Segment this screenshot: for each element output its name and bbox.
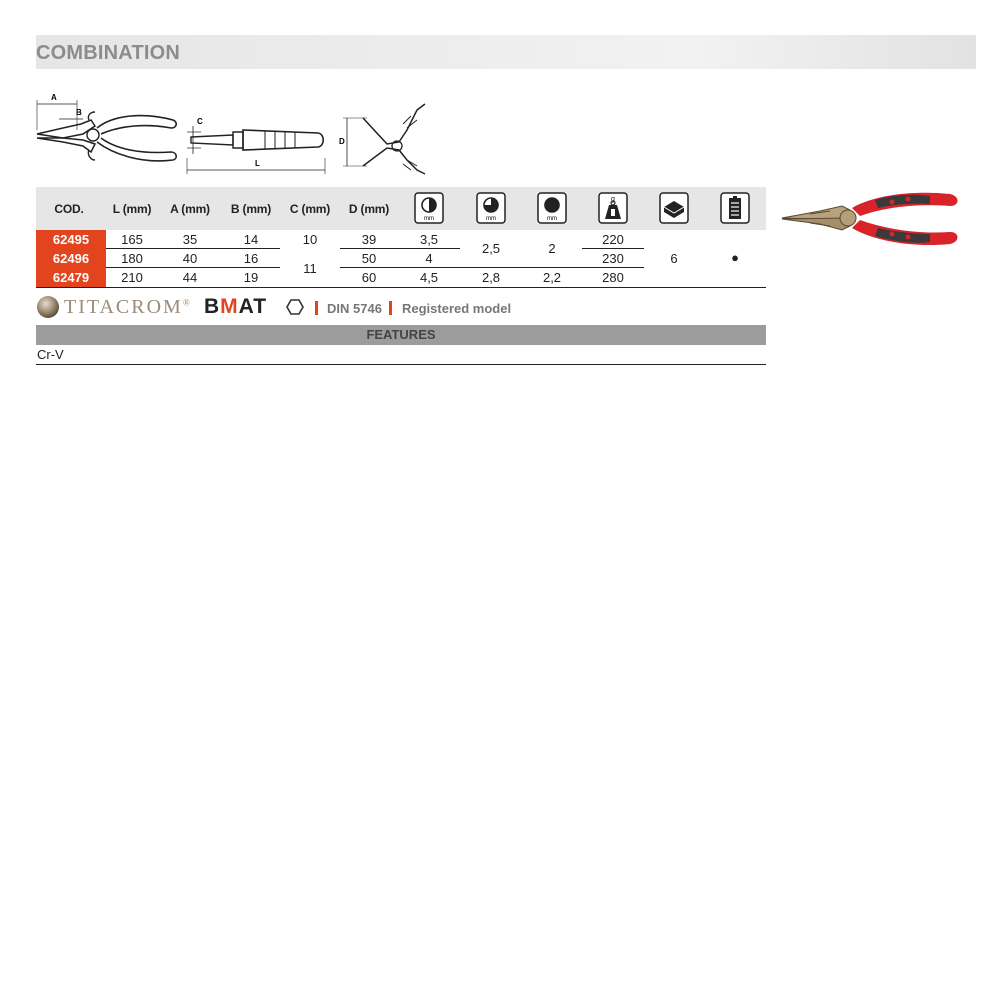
features-title: FEATURES	[366, 327, 436, 342]
three-quarter-circle-icon	[476, 192, 506, 224]
title-bar	[36, 35, 976, 69]
page-title: COMBINATION	[36, 42, 181, 64]
bmat-m: M	[220, 295, 239, 318]
separator	[315, 301, 318, 315]
din-standard: DIN 5746	[327, 301, 382, 316]
header-code: COD.	[54, 202, 84, 216]
cell-l: 180	[121, 251, 143, 266]
row-divider	[106, 267, 280, 268]
cell-hard-merged: 2	[548, 241, 556, 256]
header-l: L (mm)	[112, 202, 152, 216]
cell-display-merged: ●	[731, 250, 739, 265]
dim-label-a: A	[51, 93, 57, 102]
box-icon	[659, 192, 689, 224]
bmat-rest: AT	[238, 295, 268, 318]
cell-soft: 4	[425, 251, 433, 266]
header-b: B (mm)	[230, 202, 272, 216]
cell-box-merged: 6	[670, 251, 678, 266]
bmat-b: B	[204, 295, 221, 318]
row-divider	[340, 267, 644, 268]
cell-a: 35	[182, 232, 198, 247]
display-stand-icon	[720, 192, 750, 224]
cell-a: 40	[182, 251, 198, 266]
registered-mark: ®	[182, 297, 190, 308]
cell-a: 44	[182, 270, 198, 285]
open-jaw-diagram	[337, 100, 432, 175]
cell-c-merged: 11	[303, 261, 317, 276]
cell-l: 210	[121, 270, 143, 285]
header-d: D (mm)	[348, 202, 390, 216]
cell-soft: 3,5	[419, 232, 439, 247]
feature-item: Cr-V	[37, 347, 64, 362]
cell-medium-merged: 2,5	[481, 241, 501, 256]
cell-b: 14	[243, 232, 259, 247]
code-cell: 62496	[36, 249, 106, 268]
header-a: A (mm)	[170, 202, 210, 216]
table-bottom-rule	[36, 287, 766, 288]
row-divider	[340, 248, 460, 249]
cell-weight: 220	[602, 232, 624, 247]
dim-label-b: B	[76, 108, 82, 117]
weight-unit: g	[611, 196, 615, 203]
cell-d: 39	[361, 232, 377, 247]
side-view-diagram	[33, 90, 183, 170]
bmat-brand	[204, 295, 267, 319]
cell-b: 19	[243, 270, 259, 285]
cell-d: 50	[361, 251, 377, 266]
dim-label-l: L	[255, 159, 260, 168]
row-divider	[106, 248, 280, 249]
weight-icon	[598, 192, 628, 224]
code-cell: 62495	[36, 230, 106, 249]
code-cell: 62479	[36, 268, 106, 287]
dim-label-c: C	[197, 117, 203, 126]
row-divider	[582, 248, 644, 249]
cell-soft: 4,5	[419, 270, 439, 285]
titacrom-text: TITACROM	[64, 296, 183, 318]
features-bottom-rule	[36, 364, 766, 365]
three-quarter-circle-unit: mm	[486, 216, 496, 222]
brand-row	[36, 294, 766, 320]
full-circle-unit: mm	[547, 216, 557, 222]
dim-label-d: D	[339, 137, 345, 146]
cell-c: 10	[302, 232, 318, 247]
titacrom-brand	[64, 296, 190, 319]
half-circle-unit: mm	[424, 216, 434, 222]
product-image	[780, 186, 962, 250]
features-header	[36, 325, 766, 345]
hexagon-icon	[286, 299, 304, 315]
cell-d: 60	[361, 270, 377, 285]
full-circle-icon	[537, 192, 567, 224]
separator	[389, 301, 392, 315]
cell-b: 16	[243, 251, 259, 266]
cell-hard: 2,2	[542, 270, 562, 285]
cell-weight: 230	[602, 251, 624, 266]
titacrom-logo-icon	[36, 295, 60, 319]
cell-weight: 280	[602, 270, 624, 285]
cell-medium: 2,8	[481, 270, 501, 285]
header-c: C (mm)	[289, 202, 331, 216]
registered-model: Registered model	[402, 301, 512, 316]
half-circle-icon	[414, 192, 444, 224]
cell-l: 165	[121, 232, 143, 247]
top-view-diagram	[183, 108, 333, 176]
